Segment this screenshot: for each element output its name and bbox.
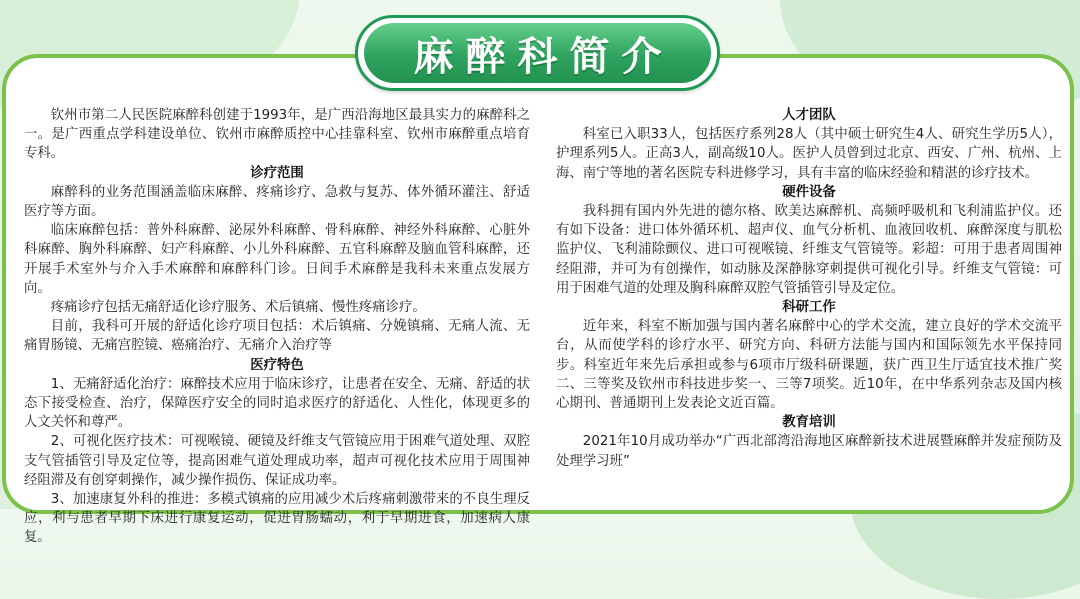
title-banner	[355, 15, 720, 91]
section-heading-talent: 人才团队	[782, 108, 836, 123]
scope-paragraph: 目前，我科可开展的舒适化诊疗项目包括：术后镇痛、分娩镇痛、无痛人流、无痛胃肠镜、无痛宫腔镜、癌痛治疗、无痛介入治疗等	[24, 319, 530, 354]
scope-paragraph: 疼痛诊疗包括无痛舒适化诊疗服务、术后镇痛、慢性疼痛诊疗。	[50, 300, 426, 316]
education-paragraph: 2021年10月成功举办“广西北部湾沿海地区麻醉新技术进展暨麻醉并发症预防及处理学习班”	[556, 434, 1062, 469]
section-heading-education: 教育培训	[782, 415, 836, 431]
intro-paragraph: 钦州市第二人民医院麻醉科创建于1993年，是广西沿海地区最具实力的麻醉科之一。是广西重点学科建设单位、钦州市麻醉质控中心挂靠科室、钦州市麻醉重点培育专科。	[24, 108, 530, 162]
feature-paragraph: 1、无痛舒适化治疗：麻醉技术应用于临床诊疗，让患者在安全、无痛、舒适的状态下接受检查、治疗，保障医疗安全的同时追求医疗的舒适化、人性化，体现更多的人文关怀和尊严。	[24, 376, 530, 431]
equipment-paragraph: 我科拥有国内外先进的德尔格、欧美达麻醉机、高频呼吸机和飞利浦监护仪。还有如下设备：进口体外循环机、超声仪、血气分析机、血液回收机、麻醉深度与肌松监护仪、飞利浦除颤仪、进口可视喉镜、纤维支气管镜等。彩超：可用于患者周围神经阻滞，并可为有创操作，如动脉及深静脉穿刺提供可视化引导。纤维支气管镜：可用于困难气道的处理及胸科麻醉双腔气管插管引导及定位。	[556, 204, 1062, 296]
page-title: 麻醉科简介	[413, 33, 674, 80]
section-heading-equipment: 硬件设备	[782, 184, 836, 200]
scope-paragraph: 麻醉科的业务范围涵盖临床麻醉、疼痛诊疗、急救与复苏、体外循环灌注、舒适医疗等方面。	[24, 184, 530, 220]
feature-paragraph: 3、加速康复外科的推进：多模式镇痛的应用减少术后疼痛刺激带来的不良生理反应，利与患者早期下床进行康复运动，促进胃肠蠕动，利于早期进食，加速病人康复。	[24, 492, 530, 546]
title-pill	[364, 23, 711, 83]
scope-paragraph: 临床麻醉包括：普外科麻醉、泌尿外科麻醉、骨科麻醉、神经外科麻醉、心脏外科麻醉、胸外科麻醉、妇产科麻醉、小儿外科麻醉、五官科麻醉及脑血管科麻醉，还开展手术室外与介入手术麻醉和麻醉科门诊。日间手术麻醉是我科未来重点发展方向。	[24, 223, 530, 296]
talent-paragraph: 科室已入职33人，包括医疗系列28人（其中硕士研究生4人、研究生学历5人），护理系列5人。正高3人，副高级10人。医护人员曾到过北京、西安、广州、杭州、上海、南宁等地的著名医院专科进修学习，具有丰富的临床经验和精湛的诊疗技术。	[556, 127, 1062, 181]
left-column	[24, 106, 530, 548]
feature-paragraph: 2、可视化医疗技术：可视喉镜、硬镜及纤维支气管镜应用于困难气道处理、双腔支气管插管引导及定位等，提高困难气道处理成功率，超声可视化技术应用于周围神经阻滞及有创穿刺操作，减少操作损伤、保证成功率。	[24, 434, 530, 488]
section-heading-scope: 诊疗范围	[250, 165, 304, 181]
section-heading-features: 医疗特色	[250, 357, 304, 373]
section-heading-research: 科研工作	[782, 300, 836, 316]
research-paragraph: 近年来，科室不断加强与国内著名麻醉中心的学术交流，建立良好的学术交流平台，从而使学科的诊疗水平、研究方向、科研方法能与国内和国际领先水平保持同步。科室近年来先后承担或参与6项市厅级科研课题，获广西卫生厅适宜技术推广奖二、三等奖及钦州市科技进步奖一、三等7项奖。近10年，在中华系列杂志及国内核心期刊、普通期刊上发表论文近百篇。	[556, 319, 1062, 412]
right-column	[556, 106, 1062, 471]
